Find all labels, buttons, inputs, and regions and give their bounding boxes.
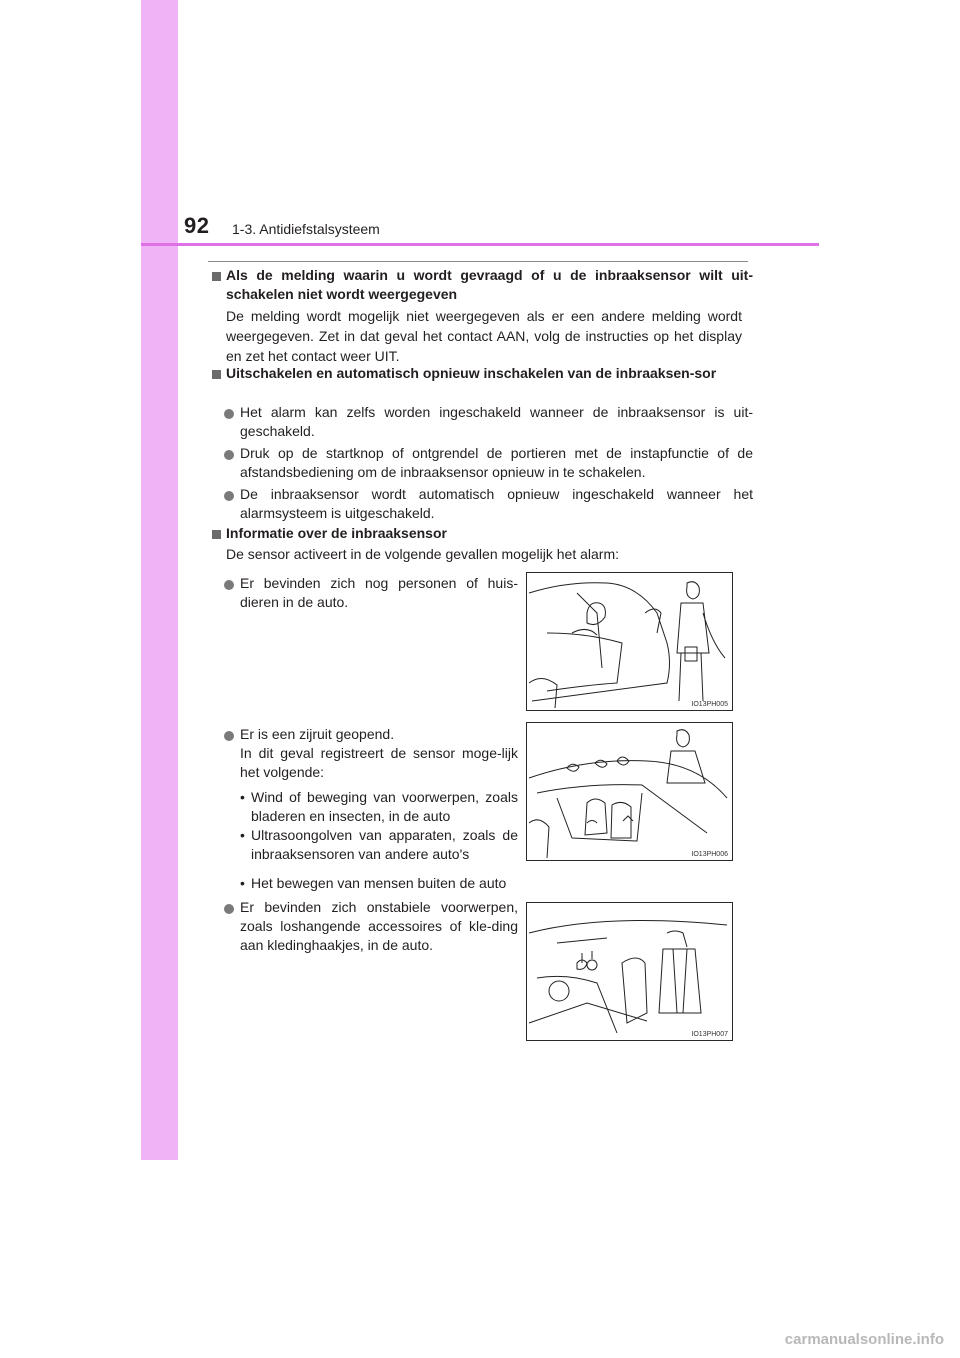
bullet-item: Er is een zijruit geopend. <box>240 726 395 742</box>
figure-code: IO13PH006 <box>691 851 728 858</box>
sub-bullet-item: Het bewegen van mensen buiten de auto <box>251 875 507 891</box>
sub-bullet-dot: • <box>240 875 245 891</box>
section-marker <box>212 370 221 379</box>
bullet-item: Er bevinden zich nog personen of huis-dieren in de auto. <box>240 575 518 610</box>
bullet-detail: In dit geval registreert de sensor moge-lijk het volgende: <box>240 745 518 780</box>
chapter-side-band <box>141 0 178 1160</box>
sub-bullet-dot: • <box>240 827 245 843</box>
bullet-dot <box>224 731 234 741</box>
section-marker <box>212 272 221 281</box>
sub-bullet-dot: • <box>240 789 245 805</box>
bullet-item: Het alarm kan zelfs worden ingeschakeld wanneer de inbraaksensor is uit-geschakeld. <box>240 404 753 439</box>
bullet-item: De inbraaksensor wordt automatisch opnieuw ingeschakeld wanneer het alarmsysteem is uitgeschakeld. <box>240 486 753 521</box>
bullet-item: Er bevinden zich onstabiele voorwerpen, zoals loshangende accessoires of kle-ding aan kledinghaakjes, in de auto. <box>240 899 518 953</box>
figure-code: IO13PH007 <box>691 1031 728 1038</box>
bullet-dot <box>224 904 234 914</box>
figure-hanging-objects <box>526 902 733 1041</box>
bullet-item: Druk op de startknop of ontgrendel de portieren met de instapfunctie of de afstandsbediening om de inbraaksensor opnieuw in te schakelen. <box>240 445 753 480</box>
figure-code: IO13PH005 <box>691 701 728 708</box>
open-window-illustration <box>527 723 732 860</box>
sub-bullet-item: Wind of beweging van voorwerpen, zoals bladeren en insecten, in de auto <box>251 789 518 824</box>
bullet-dot <box>224 580 234 590</box>
bullet-dot <box>224 450 234 460</box>
footer-brand[interactable]: carmanualsonline.info <box>784 1331 944 1348</box>
figure-open-window <box>526 722 733 861</box>
figure-person-in-car <box>526 572 733 711</box>
bullet-dot <box>224 491 234 501</box>
bullet-dot <box>224 409 234 419</box>
section-intro: De sensor activeert in de volgende gevallen mogelijk het alarm: <box>226 546 619 562</box>
header-rule <box>141 243 819 246</box>
section-body: De melding wordt mogelijk niet weergegeven als er een andere melding wordt weergegeven. Zet in dat geval het contact AAN, volg de instructies op het display en zet het contact weer UIT. <box>226 308 742 364</box>
hanging-objects-illustration <box>527 903 732 1040</box>
section-marker <box>212 530 221 539</box>
car-person-illustration <box>527 573 732 710</box>
page-number: 92 <box>184 213 210 238</box>
section-heading: Uitschakelen en automatisch opnieuw inschakelen van de inbraaksen-sor <box>226 365 717 381</box>
sub-bullet-item: Ultrasoongolven van apparaten, zoals de inbraaksensoren van andere auto's <box>251 827 518 862</box>
section-heading: Als de melding waarin u wordt gevraagd of u de inbraaksensor wilt uit-schakelen niet wordt weergegeven <box>226 267 753 302</box>
section-heading: Informatie over de inbraaksensor <box>226 525 447 541</box>
content-rule <box>208 261 748 262</box>
section-title: 1-3. Antidiefstalsysteem <box>232 221 380 237</box>
